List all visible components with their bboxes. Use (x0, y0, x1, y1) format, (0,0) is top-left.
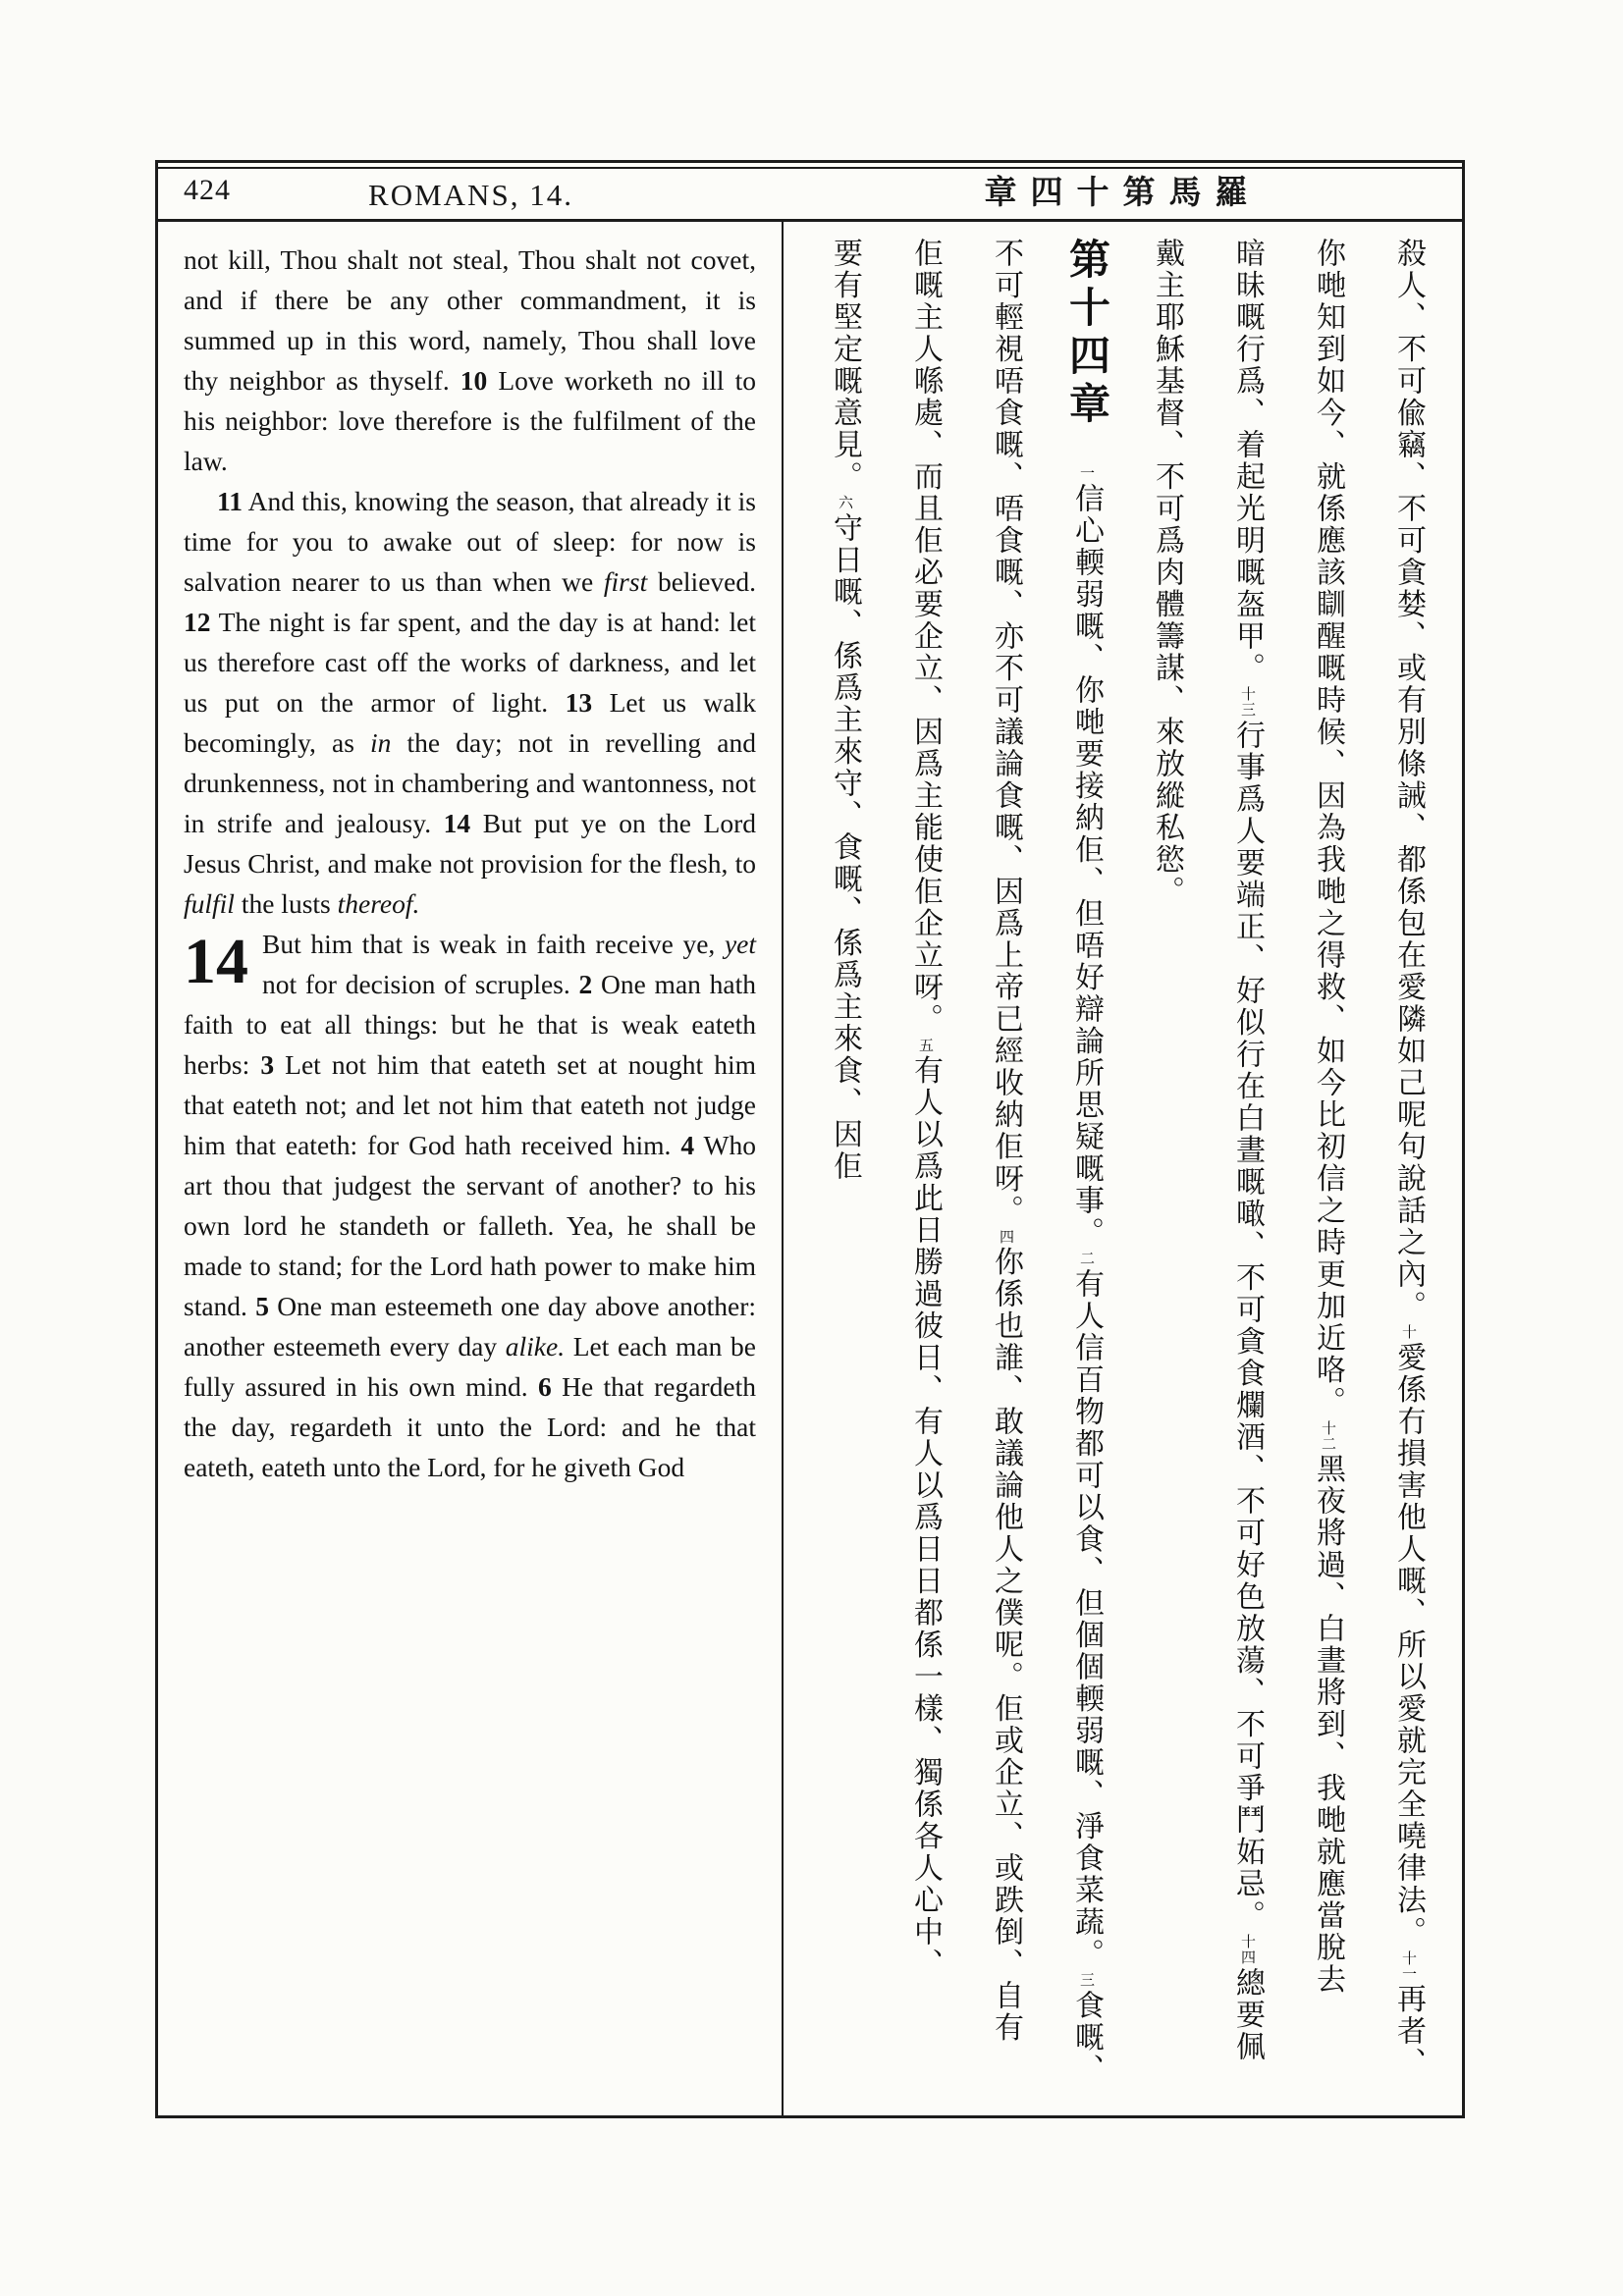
page-frame (155, 160, 1465, 2118)
header-english-half (158, 163, 784, 213)
page-content (158, 222, 1462, 2115)
chinese-column-6: 不可輕視唔食嘅、唔食嘅、亦不可議論食嘅、因爲上帝已經收納佢呀。四你係也誰、敢議論他人之僕呢。佢或企立、或跌倒、自有 (990, 238, 1022, 2044)
chinese-column-5-chapter-heading: 第十四章一信心輭弱嘅、你哋要接納佢、但唔好辯論所思疑嘅事。二有人信百物都可以食、但個個輭弱嘅、淨食菜蔬。三食嘅、 (1063, 238, 1109, 2086)
chinese-text-area (784, 222, 1462, 2115)
chinese-column-2: 你哋知到如今、就係應該瞓醒嘅時候、因為我哋之得救、如今比初信之時更加近咯。十二黑夜將過、白晝將到、我哋就應當脫去 (1312, 238, 1344, 1996)
chinese-column-7: 佢嘅主人喺處、而且佢必要企立、因爲主能使佢企立呀。五有人以爲此日勝過彼日、有人以爲日日都係一樣、獨係各人心中、 (909, 238, 942, 1980)
book-title: ROMANS, 14. (368, 178, 573, 212)
page-number: 424 (184, 174, 231, 206)
english-paragraph-3: 14 But him that is weak in faith receive ye, yet not for decision of scruples. 2 One man hath faith to eat all things: but he that is weak eateth herbs: 3 Let not him that eateth set at nought him that eateth not; and let not him that eateth not judge him that eateth: for God hath received him. 4 Who art thou that judgest the servant of another? to his own lord he standeth or falleth. Yea, he shall be made to stand; for the Lord hath power to make him stand. 5 One man esteemeth one day above another: another esteemeth every day alike. Let each man be fully assured in his own mind. 6 He that regardeth the day, regardeth it unto the Lord: and he that eateth, eateth unto the Lord, for he giveth God (184, 926, 757, 1482)
english-paragraph-1: not kill, Thou shalt not steal, Thou shalt not covet, and if there be any other commandment, it is summed up in this word, namely, Thou shall love thy neighbor as thyself. 10 Love worketh no ill to his neighbor: love therefore is the fulfilment of the law. (184, 244, 756, 476)
chinese-column-8: 要有堅定嘅意見。六守日嘅、係爲主來守、食嘅、係爲主來食、因佢 (829, 238, 861, 1183)
page-header (158, 163, 1462, 222)
header-chinese-half (784, 167, 1462, 213)
english-text-column (158, 222, 784, 2115)
chinese-column-1: 殺人、不可偸竊、不可貪婪、或有別條誡、都係包在愛隣如己呢句說話之內。十愛係冇損害他人嘅、所以愛就完全嘵律法。十一再者、 (1392, 238, 1425, 2079)
chinese-column-3: 暗昧嘅行爲、着起光明嘅盔甲。十三行事爲人要端正、好似行在白晝嘅噉、不可貪食爛酒、不可好色放蕩、不可爭鬥妬忌。十四總要佩 (1231, 238, 1264, 2063)
chinese-book-title: 章四十第馬羅 (984, 176, 1262, 211)
chinese-column-4: 戴主耶穌基督、不可爲肉體籌謀、來放縱私慾。 (1151, 238, 1183, 908)
english-paragraph-2: 11 And this, knowing the season, that already it is time for you to awake out of sleep: for now is salvation nearer to us than when we first believed. 12 The night is far spent, and the day is at hand: let us therefore cast off the works of darkness, and let us put on the armor of light. 13 Let us walk becomingly, as in the day; not in revelling and drunkenness, not in chambering and wantonness, not in strife and jealousy. 14 But put ye on the Lord Jesus Christ, and make not provision for the flesh, to fulfil the lusts thereof. (184, 486, 756, 919)
